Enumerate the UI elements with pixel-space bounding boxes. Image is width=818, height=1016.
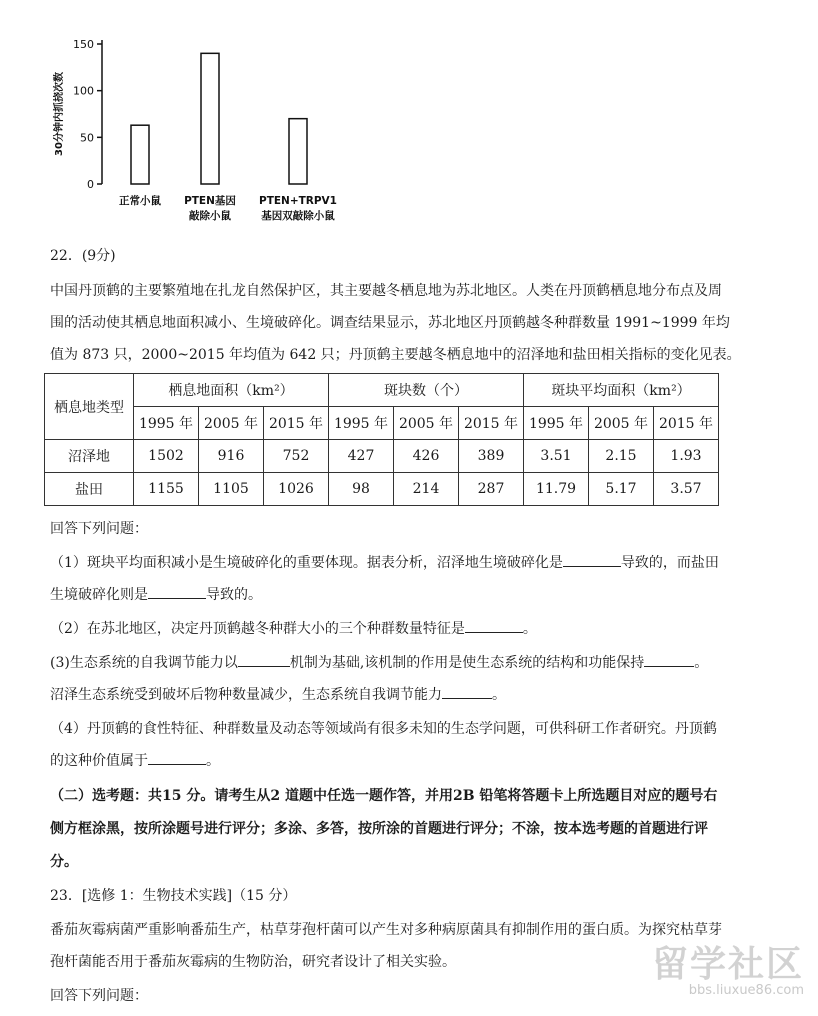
q22-sub3-line1 [50, 647, 790, 679]
table-cell: 2.15 [589, 440, 654, 473]
answer-blank [148, 746, 206, 765]
table-cell: 3.57 [654, 473, 719, 506]
table-year-header: 2015 年 [459, 407, 524, 440]
table-cell: 214 [394, 473, 459, 506]
table-cell: 1502 [134, 440, 199, 473]
q22-sub2-text-a: （2）在苏北地区，决定丹顶鹤越冬种群大小的三个种群数量特征是 [50, 621, 465, 637]
table-cell: 389 [459, 440, 524, 473]
habitat-table [44, 373, 719, 506]
q22-sub1-line1 [50, 547, 790, 579]
x-category-label: 敲除小鼠 [189, 210, 231, 222]
q22-sub2-text-b: 。 [522, 621, 537, 637]
watermark-logo: 留学社区 [651, 944, 804, 985]
table-cell: 98 [329, 473, 394, 506]
bar-chart [40, 28, 370, 228]
q22-sub2 [50, 613, 790, 645]
y-tick-label: 150 [73, 38, 94, 51]
q22-sub4-line1: （4）丹顶鹤的食性特征、种群数量及动态等领域尚有很多未知的生态学问题，可供科研工作者研究。丹顶鹤 [50, 721, 717, 737]
table-row [45, 473, 719, 506]
table-cell: 916 [199, 440, 264, 473]
table-cell: 1026 [264, 473, 329, 506]
table-row-label: 沼泽地 [45, 440, 134, 473]
q22-sub1-text-c: 生境破碎化则是 [50, 587, 148, 603]
q23-heading: 23．[选修 1：生物技术实践]（15 分） [50, 888, 297, 904]
x-category-label: 基因双敲除小鼠 [261, 210, 335, 222]
table-cell: 752 [264, 440, 329, 473]
q22-sub4-text-c: 。 [206, 753, 220, 769]
q22-intro-line-2: 围的活动使其栖息地面积减小、生境破碎化。调查结果显示，苏北地区丹顶鹤越冬种群数量 1991~1999 年均 [50, 315, 730, 331]
answer-blank [148, 580, 206, 599]
q22-sub3-text-a: (3)生态系统的自我调节能力以 [50, 655, 238, 671]
table-cell: 11.79 [524, 473, 589, 506]
q22-intro-line-3: 值为 873 只，2000~2015 年均值为 642 只；丹顶鹤主要越冬栖息地中的沼泽地和盐田相关指标的变化见表。 [50, 347, 741, 363]
x-category-label: PTEN基因 [184, 195, 236, 207]
section2-line2: 侧方框涂黑，按所涂题号进行评分；多涂、多答，按所涂的首题进行评分；不涂，按本选考题的首题进行评 [50, 821, 708, 837]
table-cell: 287 [459, 473, 524, 506]
table-group-header: 栖息地面积（km²） [134, 374, 329, 407]
x-category-label: 正常小鼠 [119, 195, 161, 207]
table-year-header: 2015 年 [654, 407, 719, 440]
table-cell: 5.17 [589, 473, 654, 506]
answer-blank [238, 648, 290, 667]
table-row [45, 440, 719, 473]
q22-sub1-text-b: 导致的，而盐田 [620, 555, 719, 571]
q22-sub3-text-c: 。 [694, 655, 709, 671]
q22-sub3-text-d: 沼泽生态系统受到破坏后物种数量减少，生态系统自我调节能力 [50, 687, 442, 703]
q22-sub3-line2 [50, 679, 790, 711]
y-tick-label: 50 [80, 131, 94, 145]
bar [131, 125, 149, 184]
q22-sub3-text-e: 。 [492, 687, 506, 703]
y-tick-label: 100 [73, 84, 94, 98]
answer-blank [644, 648, 694, 667]
table-cell: 1105 [199, 473, 264, 506]
q22-sub1-text-d: 导致的。 [206, 587, 262, 603]
table-year-header: 1995 年 [329, 407, 394, 440]
table-group-header: 斑块平均面积（km²） [524, 374, 719, 407]
table-year-header: 2005 年 [199, 407, 264, 440]
table-cell: 1155 [134, 473, 199, 506]
answer-blank [442, 680, 492, 699]
table-cell: 426 [394, 440, 459, 473]
table-year-header: 2005 年 [394, 407, 459, 440]
q23-answer-prompt: 回答下列问题： [50, 988, 148, 1004]
watermark-url: bbs.liuxue86.com [688, 983, 804, 998]
x-category-label: PTEN+TRPV1 [259, 195, 337, 207]
table-cell: 1.93 [654, 440, 719, 473]
q22-answer-prompt: 回答下列问题： [50, 521, 148, 537]
bar [289, 119, 307, 184]
q22-sub4-line2 [50, 745, 790, 777]
q22-intro-line-1: 中国丹顶鹤的主要繁殖地在扎龙自然保护区，其主要越冬栖息地为苏北地区。人类在丹顶鹤栖息地分布点及周 [50, 283, 722, 299]
table-row-label: 盐田 [45, 473, 134, 506]
bar-chart-svg [40, 28, 370, 228]
table-cell: 427 [329, 440, 394, 473]
q22-sub1-line2 [50, 579, 790, 611]
q22-sub1-text-a: （1）斑块平均面积减小是生境破碎化的重要体现。据表分析，沼泽地生境破碎化是 [50, 555, 563, 571]
q22-heading: 22．(9分) [50, 248, 116, 264]
q23-intro-line-1: 番茄灰霉病菌严重影响番茄生产，枯草芽孢杆菌可以产生对多种病原菌具有抑制作用的蛋白质。为探究枯草芽 [50, 922, 722, 938]
table-corner-header: 栖息地类型 [45, 374, 134, 440]
answer-blank [563, 548, 621, 567]
table-year-header: 1995 年 [134, 407, 199, 440]
table-year-header: 2005 年 [589, 407, 654, 440]
answer-blank [465, 614, 523, 633]
site-watermark [652, 936, 804, 998]
section2-line1: （二）选考题：共15 分。请考生从2 道题中任选一题作答，并用2B 铅笔将答题卡上所选题目对应的题号右 [50, 788, 718, 804]
table-year-header: 2015 年 [264, 407, 329, 440]
q22-sub3-text-b: 机制为基础,该机制的作用是使生态系统的结构和功能保持 [289, 655, 645, 671]
section2-line3: 分。 [50, 854, 78, 870]
table-group-header: 斑块数（个） [329, 374, 524, 407]
q22-sub4-text-b: 的这种价值属于 [50, 753, 148, 769]
table-cell: 3.51 [524, 440, 589, 473]
y-axis-label: 30分钟内抓挠次数 [54, 72, 65, 156]
y-tick-label: 0 [87, 178, 94, 191]
q23-intro-line-2: 孢杆菌能否用于番茄灰霉病的生物防治，研究者设计了相关实验。 [50, 954, 456, 970]
table-year-header: 1995 年 [524, 407, 589, 440]
bar [201, 53, 219, 184]
